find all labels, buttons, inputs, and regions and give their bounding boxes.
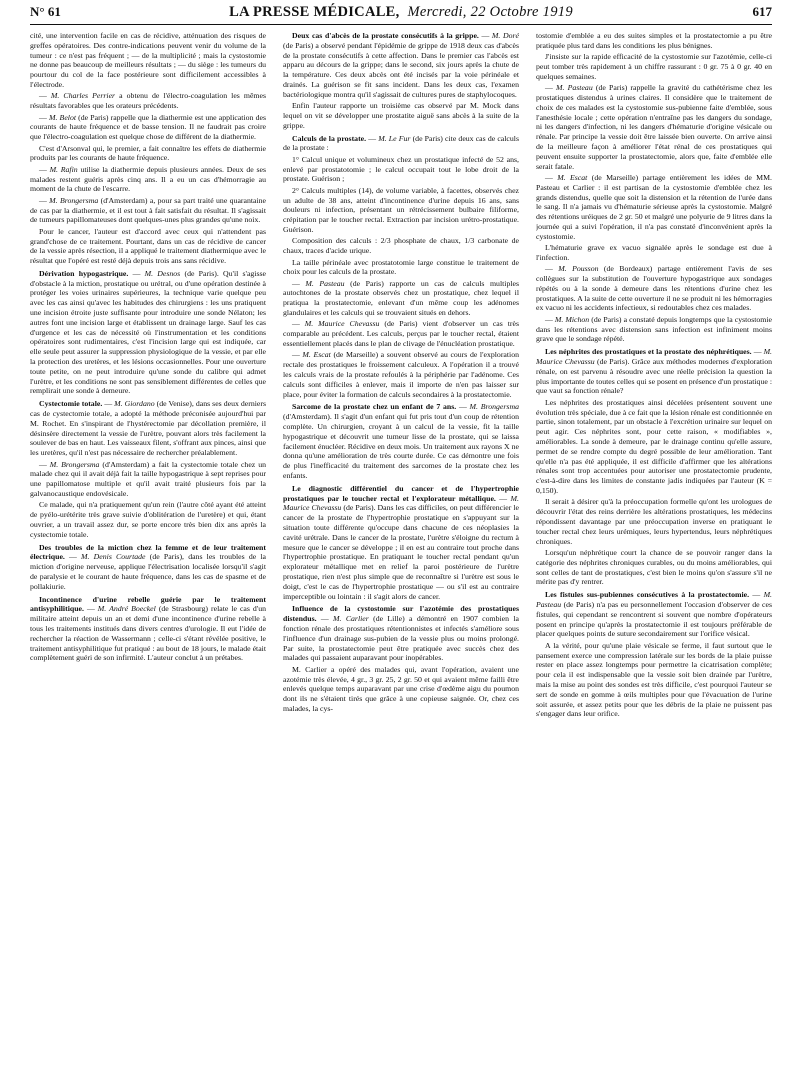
paragraph-text: Ce malade, qui n'a pratiquement qu'un rein (l'autre côté ayant été atteint de pyélo-urétérite très grave suivie d'oblitération de l'uretère) et qui, étant ouvrier, a un travail assez dur, se porte encore très bien dix ans après la cystectomie totale. xyxy=(30,500,266,539)
paragraph-text: C'est d'Arsonval qui, le premier, a fait connaître les effets de diathermie produits par les courants de haute fréquence. xyxy=(30,143,266,163)
paragraph-text: Composition des calculs : 2/3 phosphate de chaux, 1/3 carbonate de chaux, traces d'acide urique. xyxy=(283,236,519,256)
paragraph: — M. Brongersma (d'Amsterdam) a, pour sa part traité une quarantaine de cas par la diathermie, et il est tout à fait satisfait du résultat. Il s'agissait de tumeurs papillomateuses dont quelques-unes plus grandes qu'une noix. xyxy=(30,195,266,225)
paragraph xyxy=(30,31,266,90)
author-name: M. Carlier xyxy=(333,614,369,624)
issue-number: N° 61 xyxy=(30,4,61,19)
paragraph: — M. Pousson (de Bordeaux) partage entièrement l'avis de ses collègues sur la substitution de l'ouverture hypogastrique aux sondages répétés ou à la sonde à demeure dans les rétentions d'urine chez les prostatiques. A la suite de cette ouverture il ne se produit ni les hémorragies ex vacuo ni les accidents infectieux, si redoutables chez ces malades. xyxy=(536,264,772,313)
paragraph-text: (de Bordeaux) partage entièrement l'avis de ses collègues sur la substitution de l'ouverture hypogastrique aux sondages répétés ou à la sonde à demeure dans les rétentions d'urine chez les prostatiques. A la suite de cette ouverture il ne se produit ni les hémorragies ex vacuo ni les accidents infectieux, si redoutables chez ces malades. xyxy=(536,264,772,313)
author-name: M. Maurice Chevassu xyxy=(304,319,380,329)
paragraph: Deux cas d'abcès de la prostate consécutifs à la grippe. — M. Doré (de Paris) a observé pendant l'épidémie de grippe de 1918 deux cas d'abcès de la prostate consécutifs à cette affection. Dans le premier cas l'abcès est apparu au décours de la grippe; dans le second, six jours après la chute de la température. Ces deux abcès ont été incisés par la voie périnéale et drainés. La guérison se fit sans incident. Dans les deux cas, l'examen bactériologique montra qu'il s'agissait de cultures pures de staphylocoques. xyxy=(283,31,519,99)
paragraph: Sarcome de la prostate chez un enfant de 7 ans. — M. Brongersma (d'Amsterdam). Il s'agit d'un enfant qui fut pris tout d'un coup de rétention complète. Un chirurgien, croyant à un calcul de la vessie, fit la taille hypogastrique et découvrit une tumeur lisse de la prostate, qui se laissa facilement énucléer. Récidive en deux mois. Un traitement aux rayons X ne donna qu'une amélioration de très courte durée. Ce cas démontre une fois de plus l'inefficacité du traitement des sarcomes de la prostate chez les enfants. xyxy=(283,402,519,481)
paragraph xyxy=(283,186,519,235)
paragraph: — M. Michon (de Paris) a constaté depuis longtemps que la cystostomie dans les rétentions avec distension sans infection est infiniment moins grave que le sondage répété. xyxy=(536,314,772,344)
author-name: M. Rafin xyxy=(49,164,78,174)
paragraph-text: Pour le cancer, l'auteur est d'accord avec ceux qui n'attendent pas grand'chose de ce traitement. Pourtant, dans un cas de récidive de cancer de la vessie après résection, il a appliqué le traitement diathermique avec le résultat que l'opéré est resté déjà depuis trois ans sans récidive. xyxy=(30,226,266,266)
paragraph xyxy=(283,101,519,130)
paragraph-text: M. Carlier a opéré des malades qui, avant l'opération, avaient une azotémie très élevée, 4 gr., 3 gr. 25, 2 gr. 50 et qui avaient même failli être enlevés quelque temps auparavant par une crise d'œdème aigu du poumon dont ils ne s'étaient tirés que grâce à une copieuse saignée. Or, chez ces malades, la cys- xyxy=(283,664,519,713)
paragraph-text: (de Paris) n'a pas eu personnellement l'occasion d'observer de ces fistules, qui cependant se rencontrent si souvent que nombre d'opérateurs posent en principe qu'après la prostatectomie il est toujours préférable de placer quelques points de suture secondairement sur l'orifice vésical. xyxy=(536,599,772,639)
paragraph: — M. Belot (de Paris) rappelle que la diathermie est une application des courants de haute fréquence et de basse tension. Il ne faudrait pas croire que l'électro-coagulation est quelque chose de différent de la diathermie. xyxy=(30,112,266,142)
paragraph-text: (de Marseille) partage entièrement les idées de MM. Pasteau et Carlier : il est partisan de la cystostomie d'emblée chez les grands distendus, quelle que soit la distension et la rétention de l'urée dans le sang. Il n'a jamais vu d'hématurie sérieuse après la cystostomie. Malgré des rétentions uréiques de 2 gr. 50 et malgré une polyurie de 9 litres dans la journée qui a suivi l'opération, il n'a pas constaté d'inconvénient après la cystostomie. xyxy=(536,172,772,241)
paragraph-text: (de Lille) a démontré en 1907 combien la fonction rénale des prostatiques rétentionnistes et infectés s'améliore sous l'influence d'un drainage sus-pubien de la vessie plus ou moins prolongé. Par suite, la prostatectomie peut être pratiquée avec succès chez des malades qui passaient auparavant pour inopérables. xyxy=(283,614,519,663)
paragraph: — M. Escat (de Marseille) partage entièrement les idées de MM. Pasteau et Carlier : il est partisan de la cystostomie d'emblée chez les grands distendus, quelle que soit la distension et la rétention de l'urée dans le sang. Il n'a jamais vu d'hématurie sérieuse après la cystostomie. Malgré des rétentions uréiques de 2 gr. 50 et malgré une polyurie de 9 litres dans la journée qui a suivi l'opération, il n'a pas constaté d'inconvénient après la cystostomie. xyxy=(536,172,772,241)
paragraph xyxy=(283,258,519,278)
paragraph-text: (de Paris), dans les troubles de la miction d'origine nerveuse, applique l'électrisation localisée lorsqu'il s'agit de paralysie et le courant de haute fréquence, dans les cas de spasme et de pollakiurie. xyxy=(30,552,266,591)
article-columns xyxy=(30,31,772,1076)
section-title: Dérivation hypogastrique. xyxy=(39,268,129,278)
paragraph-text: Lorsqu'un néphrétique court la chance de se pouvoir ranger dans la catégorie des néphrites chroniques curables, ou du moins améliorables, qui sont celles de tant de prostatiques, c'est bien le moins qu'on s'assure s'il ne mérite pas d'y rentrer. xyxy=(536,547,772,587)
running-title xyxy=(30,4,772,21)
paragraph-text: utilise la diathermie depuis plusieurs années. Deux de ses malades restent guéris après cinq ans. Il a eu un cas d'hémorragie au moment de la chute de l'escarre. xyxy=(30,164,266,194)
paragraph xyxy=(536,243,772,263)
paragraph-text: (de Paris). Grâce aux méthodes modernes d'exploration rénale, on est parvenu à résoudre avec une réelle précision la question la plus importante de toutes celles qui se posent en présence d'un prostatique : que vaut sa fonction rénale? xyxy=(536,357,772,396)
author-name: M. Brongersma xyxy=(49,459,100,469)
paragraph xyxy=(283,665,519,714)
page-number: 617 xyxy=(752,4,772,19)
paragraph xyxy=(536,641,772,719)
paragraph-text: (d'Amsterdam). Il s'agit d'un enfant qui fut pris tout d'un coup de rétention complète. Un chirurgien, croyant à un calcul de la vessie, fit la taille hypogastrique et découvrit une tumeur lisse de la prostate, qui se laissa facilement énucléer. Récidive en deux mois. Un traitement aux rayons X ne donna qu'une amélioration de très courte durée. Ce cas démontre une fois de plus l'inefficacité du traitement des sarcomes de la prostate chez les enfants. xyxy=(283,412,519,481)
section-title: Influence de la cystostomie sur l'azotémie des prostatiques distendus. xyxy=(283,604,519,624)
paragraph: Dérivation hypogastrique. — M. Desnos (de Paris). Qu'il s'agisse d'obstacle à la miction, prostatique ou urétral, ou d'une opération destinée à protéger les voies urinaires supérieures, la technique varie quelque peu avec les cas ainsi qu'avec les habitudes des chirurgiens : les uns pratiquent une incision étroite juste suffisante pour introduire une sonde Nélaton; les autres font une incision large et établissent un drainage large. Sauf les cas d'urgence et les cas de nécessité où l'instrumentation et les conditions opératoires sont rudimentaires, c'est l'incision large qui est indiquée, car elle seule peut assurer la suppression physiologique de la vessie, et par elle la protection des uretères, et les lésions occasionnelles. Pour une ouverture toute petite, on ne peut introduire qu'une sonde du calibre qui admet l'urètre, et les conditions ne sont pas sensiblement différentes de celles que remplirait une sonde à demeure. xyxy=(30,268,266,396)
page-header xyxy=(30,4,772,26)
paragraph-text: (de Marseille) a souvent observé au cours de l'exploration rectale des prostatiques le froissement calculeux. A l'opération il a trouvé les calculs vrais de la prostate refoulés à la périphérie par l'adénome. Ces calculs sont difficiles à enlever, mais il importe de n'en pas laisser sur place, pour éviter la formation de calculs secondaires à la prostatectomie. xyxy=(283,350,519,399)
paragraph-text: (de Paris) rapporte un cas de calculs multiples autochtones de la prostate observés chez un prostatique, chez lequel il pratiqua la prostatectomie, enlevant d'un même coup les adénomes glandulaires et les calculs qui se trouvaient situés en dehors. xyxy=(283,278,519,318)
author-name: M. André Boeckel xyxy=(97,604,156,614)
paragraph: Les fistules sus-pubiennes consécutives à la prostatectomie. — M. Pasteau (de Paris) n'a pas eu personnellement l'occasion d'observer de ces fistules, qui cependant se rencontrent si souvent que nombre d'opérateurs posent en principe qu'après la prostatectomie il est toujours préférable de placer quelques points de suture secondairement sur l'orifice vésical. xyxy=(536,590,772,639)
paragraph-text: a obtenu de l'électro-coagulation les mêmes résultats favorables que les orateurs précédents. xyxy=(30,91,266,111)
paragraph-text: 2° Calculs multiples (14), de volume variable, à facettes, observés chez un adulte de 38 ans, atteint d'incontinence d'urine depuis 16 ans, sans douleurs ni infection, présentant un rétrécissement bulbaire filiforme, crépitation par le toucher rectal. Extraction par incision urétro-prostatique. Guérison. xyxy=(283,185,519,234)
paragraph: Les néphrites des prostatiques et la prostate des néphrétiques. — M. Maurice Chevassu (de Paris). Grâce aux méthodes modernes d'exploration rénale, on est parvenu à résoudre avec une réelle précision la question la plus importante de toutes celles qui se posent en présence d'un prostatique : que vaut sa fonction rénale? xyxy=(536,347,772,396)
paragraph xyxy=(283,155,519,184)
paragraph: — M. Rafin utilise la diathermie depuis plusieurs années. Deux de ses malades restent guéris après cinq ans. Il a eu un cas d'hémorragie au moment de la chute de l'escarre. xyxy=(30,164,266,194)
paragraph-text: (d'Amsterdam) a, pour sa part traité une quarantaine de cas par la diathermie, et il est tout à fait satisfait du résultat. Il s'agissait de tumeurs papillomateuses dont quelques-unes plus grandes qu'une noix. xyxy=(30,195,266,225)
author-name: M. Michon xyxy=(554,314,590,324)
paragraph: Influence de la cystostomie sur l'azotémie des prostatiques distendus. — M. Carlier (de Lille) a démontré en 1907 combien la fonction rénale des prostatiques rétentionnistes et infectés s'améliore sous l'influence d'un drainage sus-pubien de la vessie plus ou moins prolongé. Par suite, la prostatectomie peut être pratiquée avec succès chez des malades qui passaient auparavant pour inopérables. xyxy=(283,604,519,663)
paragraph-text: J'insiste sur la rapide efficacité de la cystostomie sur l'azotémie, celle-ci peut tomber très rapidement à un chiffre rassurant : 0 gr. 75 à 0 gr. 40 en quelques semaines. xyxy=(536,52,772,81)
paragraph: — M. Charles Perrier a obtenu de l'électro-coagulation les mêmes résultats favorables que les orateurs précédents. xyxy=(30,91,266,111)
section-title: Les néphrites des prostatiques et la prostate des néphrétiques. xyxy=(545,347,752,357)
column-3 xyxy=(536,31,772,1076)
header-rule xyxy=(30,24,772,25)
paragraph-text: (de Paris). Qu'il s'agisse d'obstacle à la miction, prostatique ou urétral, ou d'une opération destinée à protéger les voies urinaires supérieures, la technique varie quelque peu avec les cas ainsi qu'avec les habitudes des chirurgiens : les uns pratiquent une incision étroite juste suffisante pour introduire une sonde Nélaton; les autres font une incision large et établissent un drainage large. Sauf les cas d'urgence et les cas de nécessité où l'instrumentation et les conditions opératoires sont rudimentaires, c'est l'incision large qui est indiquée, car elle seule peut assurer la suppression physiologique de la vessie, et par elle la protection des uretères, et les lésions occasionnelles. Pour une ouverture toute petite, on ne peut introduire qu'une sonde du calibre qui admet l'urètre, et les conditions ne sont pas sensiblement différentes de celles que remplirait une sonde à demeure. xyxy=(30,268,266,396)
section-title: Les fistules sus-pubiennes consécutives à la prostatectomie. xyxy=(545,590,750,600)
paragraph xyxy=(283,236,519,256)
section-title: Incontinence d'urine rebelle guérie par le traitement antisyphilitique. xyxy=(30,594,266,614)
paragraph xyxy=(30,500,266,539)
paragraph-text: (de Strasbourg) relate le cas d'un militaire atteint depuis un an et demi d'une incontinence d'urine rebelle à tous les traitements institués dans divers centres d'urologie. Il eut l'idée de rechercher la réaction de Wassermann ; celle-ci s'étant révélée positive, le traitement antisyphilitique fut pratiqué : au bout de 18 jours, le malade était complètement guéri de son infirmité. L'auteur conclut à un prétabes. xyxy=(30,604,266,663)
paragraph-text: (de Venise), dans ses deux derniers cas de cystectomie totale, a adopté la méthode préconisée aujourd'hui par M. Rochet. En s'inspirant de l'hystérectomie par décollation première, il désinsère directement la vessie de l'urètre, pouvant alors très facilement la soulever de bas en haut. Les vaisseaux filent, s'offrant aux pinces, ainsi que les uretères, qu'il n'est pas nécessaire de rechercher préalablement. xyxy=(30,399,266,458)
paragraph xyxy=(30,227,266,266)
paragraph-text: Les néphrites des prostatiques ainsi décelées présentent souvent une évolution très spéciale, due à ce fait que la lésion rénale est conditionnée en partie, sinon totalement, par un obstacle à l'excrétion urinaire sur lequel on peut agir. Ces néphrites sont, pour cette raison, « modifiables », améliorables. La sonde à demeure, par le drainage continu qu'elle assure, permet de se rendre compte du degré possible de leur amélioration. Tant qu'elle n'a pas été appliquée, il est difficile d'affirmer que les altérations rénales sont trop accentuées pour autoriser une prostatectomie prudente, c'est-à-dire dans les limites de constante jadis indiquées par l'auteur (K = 0,150). xyxy=(536,397,772,496)
paragraph xyxy=(30,144,266,164)
author-name: M. Brongersma xyxy=(49,195,99,205)
paragraph: — M. Escat (de Marseille) a souvent observé au cours de l'exploration rectale des prostatiques le froissement calculeux. A l'opération il a trouvé les calculs vrais de la prostate refoulés à la périphérie par l'adénome. Ces calculs sont difficiles à enlever, mais il importe de n'en pas laisser sur place, pour éviter la formation de calculs secondaires à la prostatectomie. xyxy=(283,350,519,399)
section-title: Cystectomie totale. xyxy=(39,399,103,409)
paragraph-text: A la vérité, pour qu'une plaie vésicale se ferme, il faut surtout que le pansement exerce une compression latérale sur les bords de la plaie puisse rester en place assez longtemps pour permettre la cicatrisation complète; pour cela il est indispensable que la vessie soit bien drainée par l'urètre, mais la mise au point des sondes est très difficile, c'est pourquoi l'auteur se sert de sonde en gomme à œils multiples pour que l'évacuation de l'urine soit assurée, et assez petits pour que les débris de la plaie ne puissent pas s'engager dans leur orifice. xyxy=(536,640,772,719)
author-name: M. Escat xyxy=(557,172,588,182)
section-title: Deux cas d'abcès de la prostate consécutifs à la grippe. xyxy=(292,31,479,40)
author-name: M. Pasteau xyxy=(536,590,772,609)
paragraph xyxy=(536,398,772,496)
paragraph: — M. Pasteau (de Paris) rapporte un cas de calculs multiples autochtones de la prostate observés chez un prostatique, chez lequel il pratiqua la prostatectomie, enlevant d'un même coup les adénomes glandulaires et les calculs qui se trouvaient situés en dehors. xyxy=(283,278,519,318)
author-name: M. Le Fur xyxy=(378,133,411,143)
column-1 xyxy=(30,31,266,1076)
paragraph xyxy=(536,52,772,81)
author-name: M. Denis Courtade xyxy=(81,552,146,562)
journal-name: LA PRESSE MÉDICALE, xyxy=(229,4,400,20)
author-name: M. Pousson xyxy=(558,264,599,274)
paragraph-text: tostomie d'emblée a eu des suites simples et la prostatectomie a pu être pratiquée plus tard dans les conditions les plus bénignes. xyxy=(536,31,772,50)
paragraph: Calculs de la prostate. — M. Le Fur (de Paris) cite deux cas de calculs de la prostate : xyxy=(283,133,519,153)
section-title: Le diagnostic différentiel du cancer et de l'hypertrophie prostatiques par le toucher rectal et l'explorateur métallique. xyxy=(283,483,519,503)
issue-date: Mercredi, 22 Octobre 1919 xyxy=(407,4,573,20)
paragraph: — M. Pasteau (de Paris) rappelle la gravité du cathétérisme chez les prostatiques distendus à urines claires. Il considère que le traitement de choix de ces malades est la cystostomie sus-pubienne faite d'emblée, sous l'anesthésie locale ; cette opération n'entraîne pas les dangers du sondage, ni les dangers d'infection, ni les dangers d'hématurie d'origine vésicale ou rénale. Par principe la vessie doit être laissée bien ouverte. On arrive ainsi de la meilleure façon à améliorer l'état rénal de ces prostatiques qui peuvent ensuite supporter la prostatectomie, alors que, faite d'emblée elle serait fatale. xyxy=(536,83,772,171)
author-name: M. Pasteau xyxy=(555,83,593,93)
section-title: Sarcome de la prostate chez un enfant de 7 ans. xyxy=(292,402,457,412)
author-name: M. Belot xyxy=(48,112,77,122)
paragraph-text: (de Paris) vient d'observer un cas très comparable au précédent. Les calculs, perçus par le toucher rectal, étaient essentiellement placés dans le plan de clivage de l'énucléation prostatique. xyxy=(283,319,519,349)
author-name: M. Desnos xyxy=(144,268,181,278)
paragraph-text: (de Paris). Dans les cas difficiles, on peut différencier le cancer de la prostate de l'hypertrophie prostatique en s'appuyant sur la situation toute différente qu'occupe dans chacune de ces néoplasies la cavité urétrale. Dans le cancer de la prostate, l'urètre s'éloigne du rectum à mesure que le cancer se développe ; il en est au contraire tout proche dans l'hypertrophie prostatique. En pratiquant le toucher rectal pendant qu'un explorateur métallique met en relief la paroi postérieure de l'urètre prostatique, rien n'est plus simple que de reconnaître si l'urètre est sous le doigt, c'est le cas de l'hypertrophie prostatique — ou s'il est au contraire imperceptible ou lointain : il s'agit alors de cancer. xyxy=(283,503,519,601)
paragraph xyxy=(536,548,772,587)
paragraph: — M. Maurice Chevassu (de Paris) vient d'observer un cas très comparable au précédent. Les calculs, perçus par le toucher rectal, étaient essentiellement placés dans le plan de clivage de l'énucléation prostatique. xyxy=(283,319,519,349)
author-name: M. Charles Perrier xyxy=(50,91,116,101)
author-name: M. Maurice Chevassu xyxy=(536,347,772,367)
paragraph-text: Il serait à désirer qu'à la préoccupation formelle qu'ont les urologues de découvrir l'état des reins derrière les altérations prostatiques, les médecins répondissent davantage par une préoccupation inverse en pratiquant le toucher rectal chez leurs urémiques, leurs hypertendus, leurs néphrétiques chroniques. xyxy=(536,497,772,546)
paragraph xyxy=(536,31,772,51)
column-2 xyxy=(283,31,519,1076)
paragraph: Le diagnostic différentiel du cancer et de l'hypertrophie prostatiques par le toucher rectal et l'explorateur métallique. — M. Maurice Chevassu (de Paris). Dans les cas difficiles, on peut différencier le cancer de la prostate de l'hypertrophie prostatique en s'appuyant sur la situation toute différente qu'occupe dans chacune de ces néoplasies la cavité urétrale. Dans le cancer de la prostate, l'urètre s'éloigne du rectum à mesure que le cancer se développe ; il en est au contraire tout proche dans l'hypertrophie prostatique. En pratiquant le toucher rectal pendant qu'un explorateur métallique met en relief la paroi postérieure de l'urètre prostatique, rien n'est plus simple que de reconnaître si l'urètre est sous le doigt, c'est le cas de l'hypertrophie prostatique — ou s'il est au contraire imperceptible ou lointain : il s'agit alors de cancer. xyxy=(283,483,519,601)
paragraph-text: (de Paris) rappelle que la diathermie est une application des courants de haute fréquence et de basse tension. Il ne faudrait pas croire que l'électro-coagulation est quelque chose de différent de la diathermie. xyxy=(30,112,266,142)
paragraph-text: (de Paris) a constaté depuis longtemps que la cystostomie dans les rétentions avec distension sans infection est infiniment moins grave que le sondage répété. xyxy=(536,314,772,344)
author-name: M. Pasteau xyxy=(305,278,345,288)
paragraph: Incontinence d'urine rebelle guérie par le traitement antisyphilitique. — M. André Boeckel (de Strasbourg) relate le cas d'un militaire atteint depuis un an et demi d'une incontinence d'urine rebelle à tous les traitements institués dans divers centres d'urologie. Il eut l'idée de rechercher la réaction de Wassermann ; celle-ci s'étant révélée positive, le traitement antisyphilitique fut pratiqué : au bout de 18 jours, le malade était complètement guéri de son infirmité. L'auteur conclut à un prétabes. xyxy=(30,594,266,663)
paragraph-text: L'hématurie grave ex vacuo signalée après le sondage est due à l'infection. xyxy=(536,243,772,262)
section-title: Des troubles de la miction chez la femme et de leur traitement électrique. xyxy=(30,542,266,562)
paragraph-text: 1° Calcul unique et volumineux chez un prostatique infecté de 52 ans, enlevé par prostatotomie ; le calcul occupait tout le lobe droit de la prostate. Guérison ; xyxy=(283,154,519,184)
paragraph: — M. Brongersma (d'Amsterdam) a fait la cystectomie totale chez un malade chez qui il avait déjà fait la taille hypogastrique à sept reprises pour une papillomatose multiple et qu'il avait traité plusieurs fois par la galvanocaustique endovésicale. xyxy=(30,459,266,499)
paragraph-text: (d'Amsterdam) a fait la cystectomie totale chez un malade chez qui il avait déjà fait la taille hypogastrique à sept reprises pour une papillomatose multiple et qu'il avait traité plusieurs fois par la galvanocaustique endovésicale. xyxy=(30,459,266,499)
paragraph-text: (de Paris) a observé pendant l'épidémie de grippe de 1918 deux cas d'abcès de la prostate consécutifs à cette affection. Dans le premier cas l'abcès est apparu au décours de la grippe; dans le second, six jours après la chute de la température. Ces deux abcès ont été incisés par la voie périnéale et drainés. La guérison se fit sans incident. Dans les deux cas, l'examen bactériologique montra qu'il s'agissait de cultures pures de staphylocoques. xyxy=(283,40,519,99)
paragraph-text: La taille périnéale avec prostatotomie large constitue le traitement de choix pour les calculs de la prostate. xyxy=(283,257,519,277)
paragraph-text: Enfin l'auteur rapporte un troisième cas observé par M. Mock dans lequel on vit se développer une prostatite aiguë sans abcès à la suite de la grippe. xyxy=(283,101,519,130)
paragraph-text: (de Paris) rappelle la gravité du cathétérisme chez les prostatiques distendus à urines claires. Il considère que le traitement de choix de ces malades est la cystostomie sus-pubienne faite d'emblée, sous l'anesthésie locale ; cette opération n'entraîne pas les dangers du sondage, ni les dangers d'infection, ni les dangers d'hématurie d'origine vésicale ou rénale. Par principe la vessie doit être laissée bien ouverte. On arrive ainsi de la meilleure façon à améliorer l'état rénal de ces prostatiques qui peuvent ensuite supporter la prostatectomie, alors que, faite d'emblée elle serait fatale. xyxy=(536,83,772,171)
author-name: M. Escat xyxy=(302,350,331,360)
paragraph-text: cité, une intervention facile en cas de récidive, atténuation des risques de greffes opératoires. Des contre-indications peuvent venir du volume de la tumeur : ce n'est pas fréquent ; — de la multiplicité ; mais la cystostomie ne donne pas beaucoup de meilleurs résultats ; — du siège : les tumeurs du pourtour du col de la face postérieure sont difficilement accessibles à l'électrode. xyxy=(30,31,266,89)
paragraph-text: (de Paris) cite deux cas de calculs de la prostate : xyxy=(283,133,519,153)
paragraph: Des troubles de la miction chez la femme et de leur traitement électrique. — M. Denis Courtade (de Paris), dans les troubles de la miction d'origine nerveuse, applique l'électrisation localisée lorsqu'il s'agit de paralysie et le courant de haute fréquence, dans les cas de spasme et de pollakiurie. xyxy=(30,542,266,591)
paragraph xyxy=(536,497,772,546)
author-name: M. Brongersma xyxy=(469,402,519,412)
author-name: M. Giordano xyxy=(114,399,155,409)
author-name: M. Maurice Chevassu xyxy=(283,493,519,513)
paragraph: Cystectomie totale. — M. Giordano (de Venise), dans ses deux derniers cas de cystectomie totale, a adopté la méthode préconisée aujourd'hui par M. Rochet. En s'inspirant de l'hystérectomie par décollation première, il désinsère directement la vessie de l'urètre, pouvant alors très facilement la soulever de bas en haut. Les vaisseaux filent, s'offrant aux pinces, ainsi que les uretères, qu'il n'est pas nécessaire de rechercher préalablement. xyxy=(30,399,266,458)
section-title: Calculs de la prostate. xyxy=(292,133,367,143)
author-name: M. Doré xyxy=(491,31,519,40)
